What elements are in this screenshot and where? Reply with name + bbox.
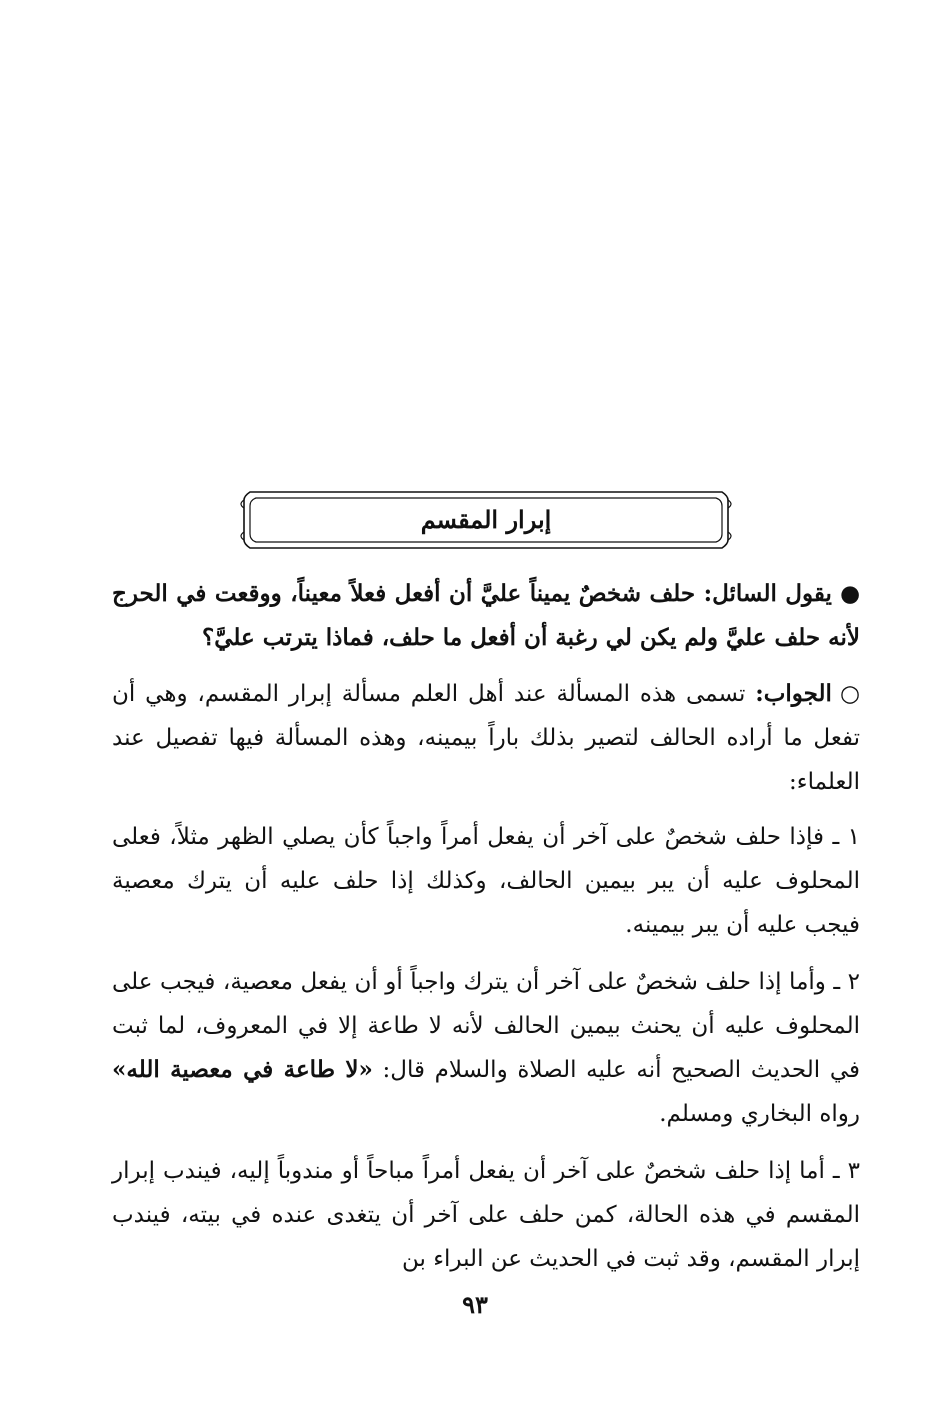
answer-label: الجواب: xyxy=(755,680,832,707)
question-text: حلف شخصٌ يميناً عليَّ أن أفعل فعلاً معيناً، ووقعت في الحرج لأنه حلف عليَّ ولم يكن لي رغبة أن أفعل ما حلف، فماذا يترتب عليَّ؟ xyxy=(112,580,860,651)
point-paragraph-1: ١ ـ فإذا حلف شخصٌ على آخر أن يفعل أمراً واجباً كأن يصلي الظهر مثلاً، فعلى المحلوف عليه أن يبر بيمين الحالف، وكذلك إذا حلف عليه أن يترك معصية فيجب عليه أن يبر بيمينه. xyxy=(112,824,860,938)
answer-bullet-icon: ○ xyxy=(839,681,861,707)
point-2-citation: رواه البخاري ومسلم. xyxy=(659,1101,860,1127)
point-paragraph-2 xyxy=(112,960,860,1136)
hadith-quote: «لا طاعة في معصية الله» xyxy=(112,1056,373,1083)
point-paragraph-3: ٣ ـ أما إذا حلف شخصٌ على آخر أن يفعل أمراً مباحاً أو مندوباً إليه، فيندب إبرار المقسم في هذه الحالة، كمن حلف على آخر أن يتغدى عنده في بيته، فيندب إبرار المقسم، وقد ثبت في الحديث عن البراء بن xyxy=(112,1158,860,1272)
page-number: ٩٣ xyxy=(462,1290,488,1319)
question-label: يقول السائل: xyxy=(703,580,832,607)
point-2-text: ٢ ـ وأما إذا حلف شخصٌ على آخر أن يترك واجباً أو أن يفعل معصية، فيجب على المحلوف عليه أن يحنث بيمين الحالف لأنه لا طاعة إلا في المعروف، لما ثبت في الحديث الصحيح أنه عليه الصلاة والسلام قال: xyxy=(112,969,861,1083)
answer-paragraph xyxy=(112,672,860,804)
section-title: إبرار المقسم xyxy=(420,505,552,534)
question-paragraph xyxy=(112,572,860,660)
answer-text: تسمى هذه المسألة عند أهل العلم مسألة إبرار المقسم، وهي أن تفعل ما أراده الحالف لتصير بذلك باراً بيمينه، وهذه المسألة فيها تفصيل عند العلماء: xyxy=(112,681,860,795)
title-frame xyxy=(238,486,734,554)
question-bullet-icon: ● xyxy=(839,580,861,607)
